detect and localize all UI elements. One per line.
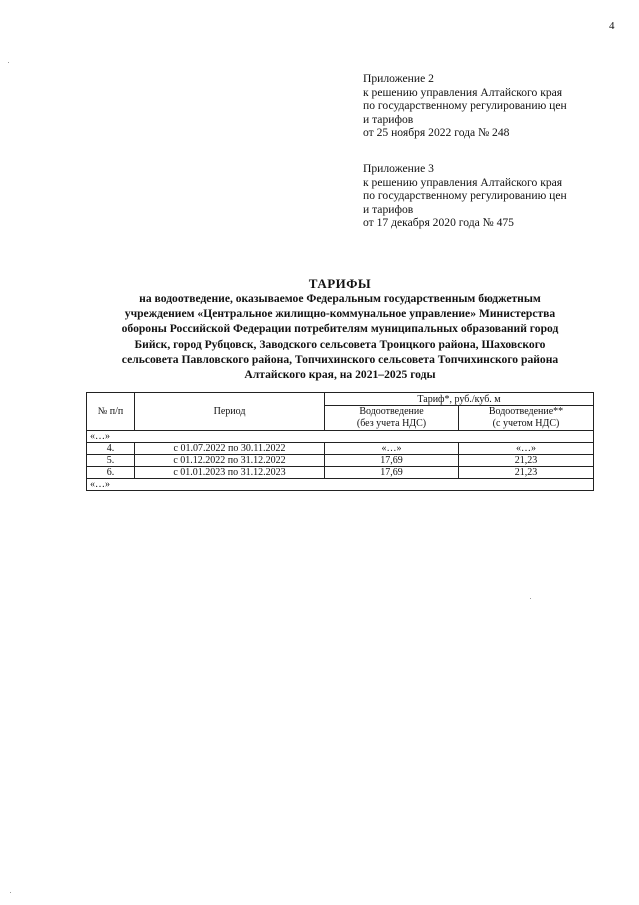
appendix-3-line: к решению управления Алтайского края (363, 175, 563, 189)
row-value-without-vat: «…» (325, 443, 459, 455)
scan-speck (10, 892, 11, 893)
header-tariff: Тариф*, руб./куб. м (325, 393, 594, 406)
ellipsis-cell: «…» (87, 431, 594, 443)
header-with-vat-line1: Водоотведение** (488, 406, 564, 417)
row-num: 6. (87, 467, 135, 479)
tariff-table (86, 392, 594, 491)
appendix-2-block (363, 72, 603, 140)
subtitle-line: на водоотведение, оказываемое Федеральным государственным бюджетным (139, 292, 541, 305)
row-value-without-vat: 17,69 (325, 455, 459, 467)
appendix-2-line: Приложение 2 (363, 72, 434, 85)
row-period: с 01.12.2022 по 31.12.2022 (135, 455, 325, 467)
appendix-3-block (363, 162, 603, 230)
table-row (87, 467, 594, 479)
table-row (87, 443, 594, 455)
row-value-without-vat: 17,69 (325, 467, 459, 479)
row-value-with-vat: 21,23 (459, 467, 594, 479)
table-header-row (87, 393, 594, 406)
appendix-2-line: и тарифов (363, 112, 414, 126)
appendix-3-line: Приложение 3 (363, 162, 434, 175)
row-num: 5. (87, 455, 135, 467)
appendix-3-line: по государственному регулированию цен (363, 189, 567, 203)
subtitle-line: Бийск, город Рубцовск, Заводского сельсовета Троицкого района, Шаховского (134, 337, 546, 351)
scan-speck (8, 62, 9, 63)
row-period: с 01.01.2023 по 31.12.2023 (135, 467, 325, 479)
document-subtitle (62, 291, 618, 382)
subtitle-line: обороны Российской Федерации потребителям муниципальных образований город (121, 322, 559, 336)
header-without-vat-line2: (без учета НДС) (356, 418, 427, 429)
appendix-2-line: по государственному регулированию цен (363, 99, 567, 113)
subtitle-line: сельсовета Павловского района, Топчихинского сельсовета Топчихинского района (121, 352, 559, 366)
header-period: Период (135, 393, 325, 431)
subtitle-line: Алтайского края, на 2021–2025 годы (244, 368, 436, 382)
row-value-with-vat: «…» (459, 443, 594, 455)
header-without-vat (325, 406, 459, 431)
table-row (87, 455, 594, 467)
row-period: с 01.07.2022 по 30.11.2022 (135, 443, 325, 455)
appendix-2-line: к решению управления Алтайского края (363, 85, 563, 99)
appendix-3-line: и тарифов (363, 202, 414, 216)
document-title: ТАРИФЫ (308, 276, 372, 291)
header-with-vat-line2: (с учетом НДС) (492, 418, 560, 429)
header-num: № п/п (87, 393, 135, 431)
appendix-3-line: от 17 декабря 2020 года № 475 (363, 216, 514, 230)
ellipsis-cell: «…» (87, 479, 594, 491)
table-ellipsis-row (87, 479, 594, 491)
scan-speck (530, 598, 531, 599)
header-with-vat (459, 406, 594, 431)
page-number: 4 (609, 20, 615, 32)
row-value-with-vat: 21,23 (459, 455, 594, 467)
subtitle-line: учреждением «Центральное жилищно-коммунальное управление» Министерства (124, 307, 556, 321)
table-ellipsis-row (87, 431, 594, 443)
appendix-2-line: от 25 ноября 2022 года № 248 (363, 126, 510, 140)
row-num: 4. (87, 443, 135, 455)
header-without-vat-line1: Водоотведение (359, 406, 424, 417)
